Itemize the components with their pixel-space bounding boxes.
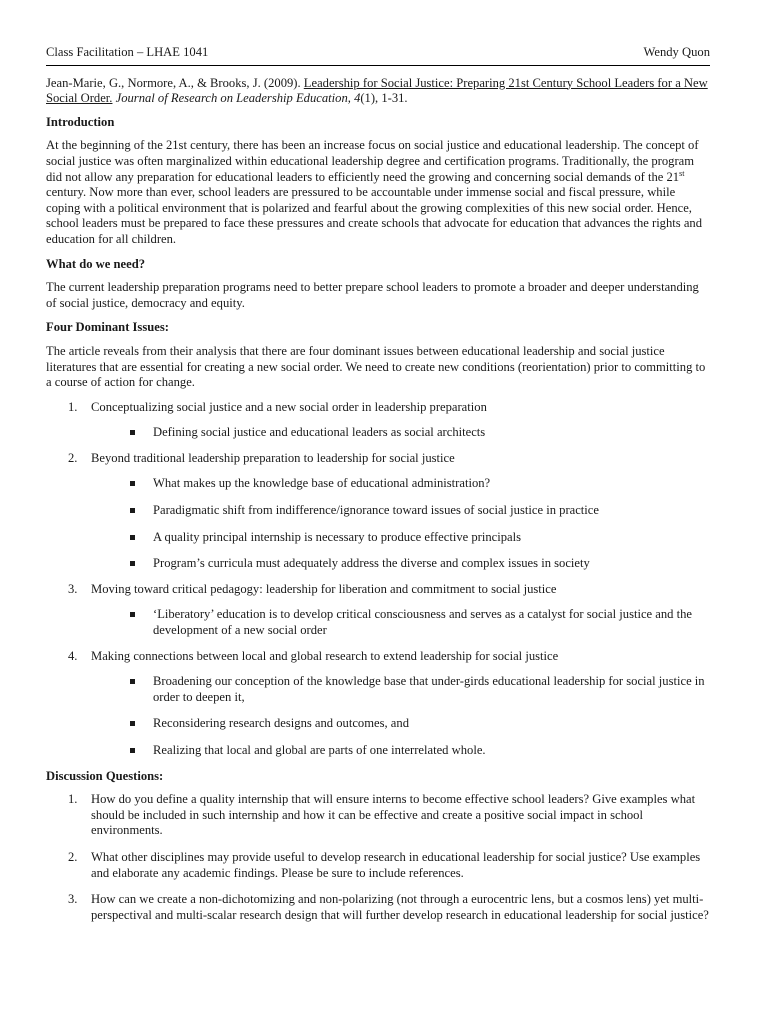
- square-bullet-icon: [130, 481, 135, 486]
- square-bullet-icon: [130, 679, 135, 684]
- issue-sublist: [91, 674, 712, 758]
- question-text: How do you define a quality internship that will ensure interns to become effective school leaders? Give examples what should be included in such internship and how it can be effective and create a positive social impact in school environments.: [91, 792, 696, 838]
- issue-sublist: [91, 476, 712, 571]
- issue-number: 3.: [68, 581, 78, 596]
- issue-text: Making connections between local and global research to extend leadership for social justice: [91, 648, 559, 663]
- question-number: 1.: [68, 792, 78, 807]
- square-bullet-icon: [130, 748, 135, 753]
- citation-pages: (1), 1-31.: [360, 91, 408, 106]
- square-bullet-icon: [130, 612, 135, 617]
- citation-title-link[interactable]: Leadership for Social Justice: Preparing 21st Century School Leaders for a New Social Order.: [46, 75, 708, 106]
- issue-text: Conceptualizing social justice and a new social order in leadership preparation: [91, 399, 487, 414]
- introduction-text-part2: century. Now more than ever, school leaders are pressured to be accountable under immense social and fiscal pressure, while coping with a political environment that is polarized and fearful about the growing complexities of this new social order. Hence, school leaders must be prepared to face these pressures and create schools that advocate for education that advances the rights and education for all children.: [46, 185, 703, 246]
- sub-item-text: ‘Liberatory’ education is to develop critical consciousness and serves as a catalyst for social justice and the development of a new social order: [153, 607, 693, 638]
- sub-item: [91, 743, 712, 759]
- issue-item: [46, 451, 712, 572]
- sub-item: [91, 607, 712, 638]
- author-name: Wendy Quon: [643, 45, 710, 59]
- question-item: [46, 792, 712, 839]
- square-bullet-icon: [130, 561, 135, 566]
- issues-list: [46, 400, 712, 759]
- sub-item-text: A quality principal internship is necessary to produce effective principals: [153, 529, 522, 544]
- issue-text: Beyond traditional leadership preparation to leadership for social justice: [91, 450, 455, 465]
- issue-item: [46, 582, 712, 639]
- page-header: [46, 45, 710, 66]
- issue-item: [46, 649, 712, 759]
- issue-sublist: [91, 607, 712, 638]
- introduction-text-part1: At the beginning of the 21st century, there has been an increase focus on social justice and educational leadership. The concept of social justice was often marginalized within educational leadership degree and certification programs. Traditionally, the program did not allow any preparation for educational leaders to efficiently need the growing and concerning social demands of the 21: [46, 138, 699, 184]
- citation-authors: Jean-Marie, G., Normore, A., & Brooks, J. (2009).: [46, 75, 304, 90]
- issue-number: 4.: [68, 648, 78, 663]
- issues-intro-paragraph: The article reveals from their analysis that there are four dominant issues between educational leadership and social justice literatures that are essential for creating a new social order. We need to create new conditions (reorientation) prior to committing to a course of action for change.: [46, 343, 706, 390]
- sub-item-text: Reconsidering research designs and outcomes, and: [153, 716, 409, 731]
- square-bullet-icon: [130, 721, 135, 726]
- introduction-paragraph: [46, 138, 712, 247]
- need-paragraph: The current leadership preparation programs need to better prepare school leaders to promote a broader and deeper understanding of social justice, democracy and equity.: [46, 280, 699, 310]
- issue-number: 1.: [68, 399, 78, 414]
- square-bullet-icon: [130, 430, 135, 435]
- sub-item: [91, 425, 712, 441]
- introduction-heading: Introduction: [46, 114, 115, 129]
- sub-item: [91, 503, 712, 519]
- issue-number: 2.: [68, 450, 78, 465]
- sub-item: [91, 674, 712, 705]
- sub-item: [91, 556, 712, 572]
- citation: [46, 76, 712, 107]
- issues-heading: Four Dominant Issues:: [46, 320, 169, 335]
- question-text: What other disciplines may provide useful to develop research in educational leadership for social justice? Use examples and elaborate any academic findings. Please be sure to include references.: [91, 849, 701, 880]
- question-item: [46, 850, 712, 881]
- citation-journal: Journal of Research on Leadership Education,: [115, 91, 351, 106]
- sub-item-text: Program’s curricula must adequately address the diverse and complex issues in society: [153, 556, 590, 571]
- sub-item-text: Broadening our conception of the knowledge base that under-girds educational leadership for social justice in order to deepen it,: [153, 674, 705, 704]
- question-number: 3.: [68, 892, 78, 907]
- introduction-superscript: st: [679, 168, 685, 178]
- square-bullet-icon: [130, 508, 135, 513]
- sub-item-text: Realizing that local and global are parts of one interrelated whole.: [153, 743, 486, 757]
- question-number: 2.: [68, 849, 78, 864]
- discussion-questions-list: [46, 792, 712, 923]
- issue-text: Moving toward critical pedagogy: leadership for liberation and commitment to social justice: [91, 581, 557, 596]
- sub-item: [91, 476, 712, 492]
- need-heading: What do we need?: [46, 256, 146, 271]
- sub-item-text: Defining social justice and educational leaders as social architects: [153, 425, 486, 440]
- issue-sublist: [91, 425, 712, 441]
- square-bullet-icon: [130, 535, 135, 540]
- sub-item-text: What makes up the knowledge base of educational administration?: [153, 476, 491, 491]
- citation-volume: 4: [354, 91, 361, 106]
- question-text: How can we create a non-dichotomizing and non-polarizing (not through a eurocentric lens, but a cosmos lens) yet multi-perspectival and multi-scalar research design that will further develop research in educational leadership for social justice?: [91, 892, 709, 922]
- question-item: [46, 892, 712, 923]
- issue-item: [46, 400, 712, 441]
- sub-item: [91, 716, 712, 732]
- discussion-heading: Discussion Questions:: [46, 768, 164, 783]
- course-label: Class Facilitation – LHAE 1041: [46, 45, 209, 59]
- sub-item-text: Paradigmatic shift from indifference/ignorance toward issues of social justice in practice: [153, 503, 599, 518]
- sub-item: [91, 530, 712, 546]
